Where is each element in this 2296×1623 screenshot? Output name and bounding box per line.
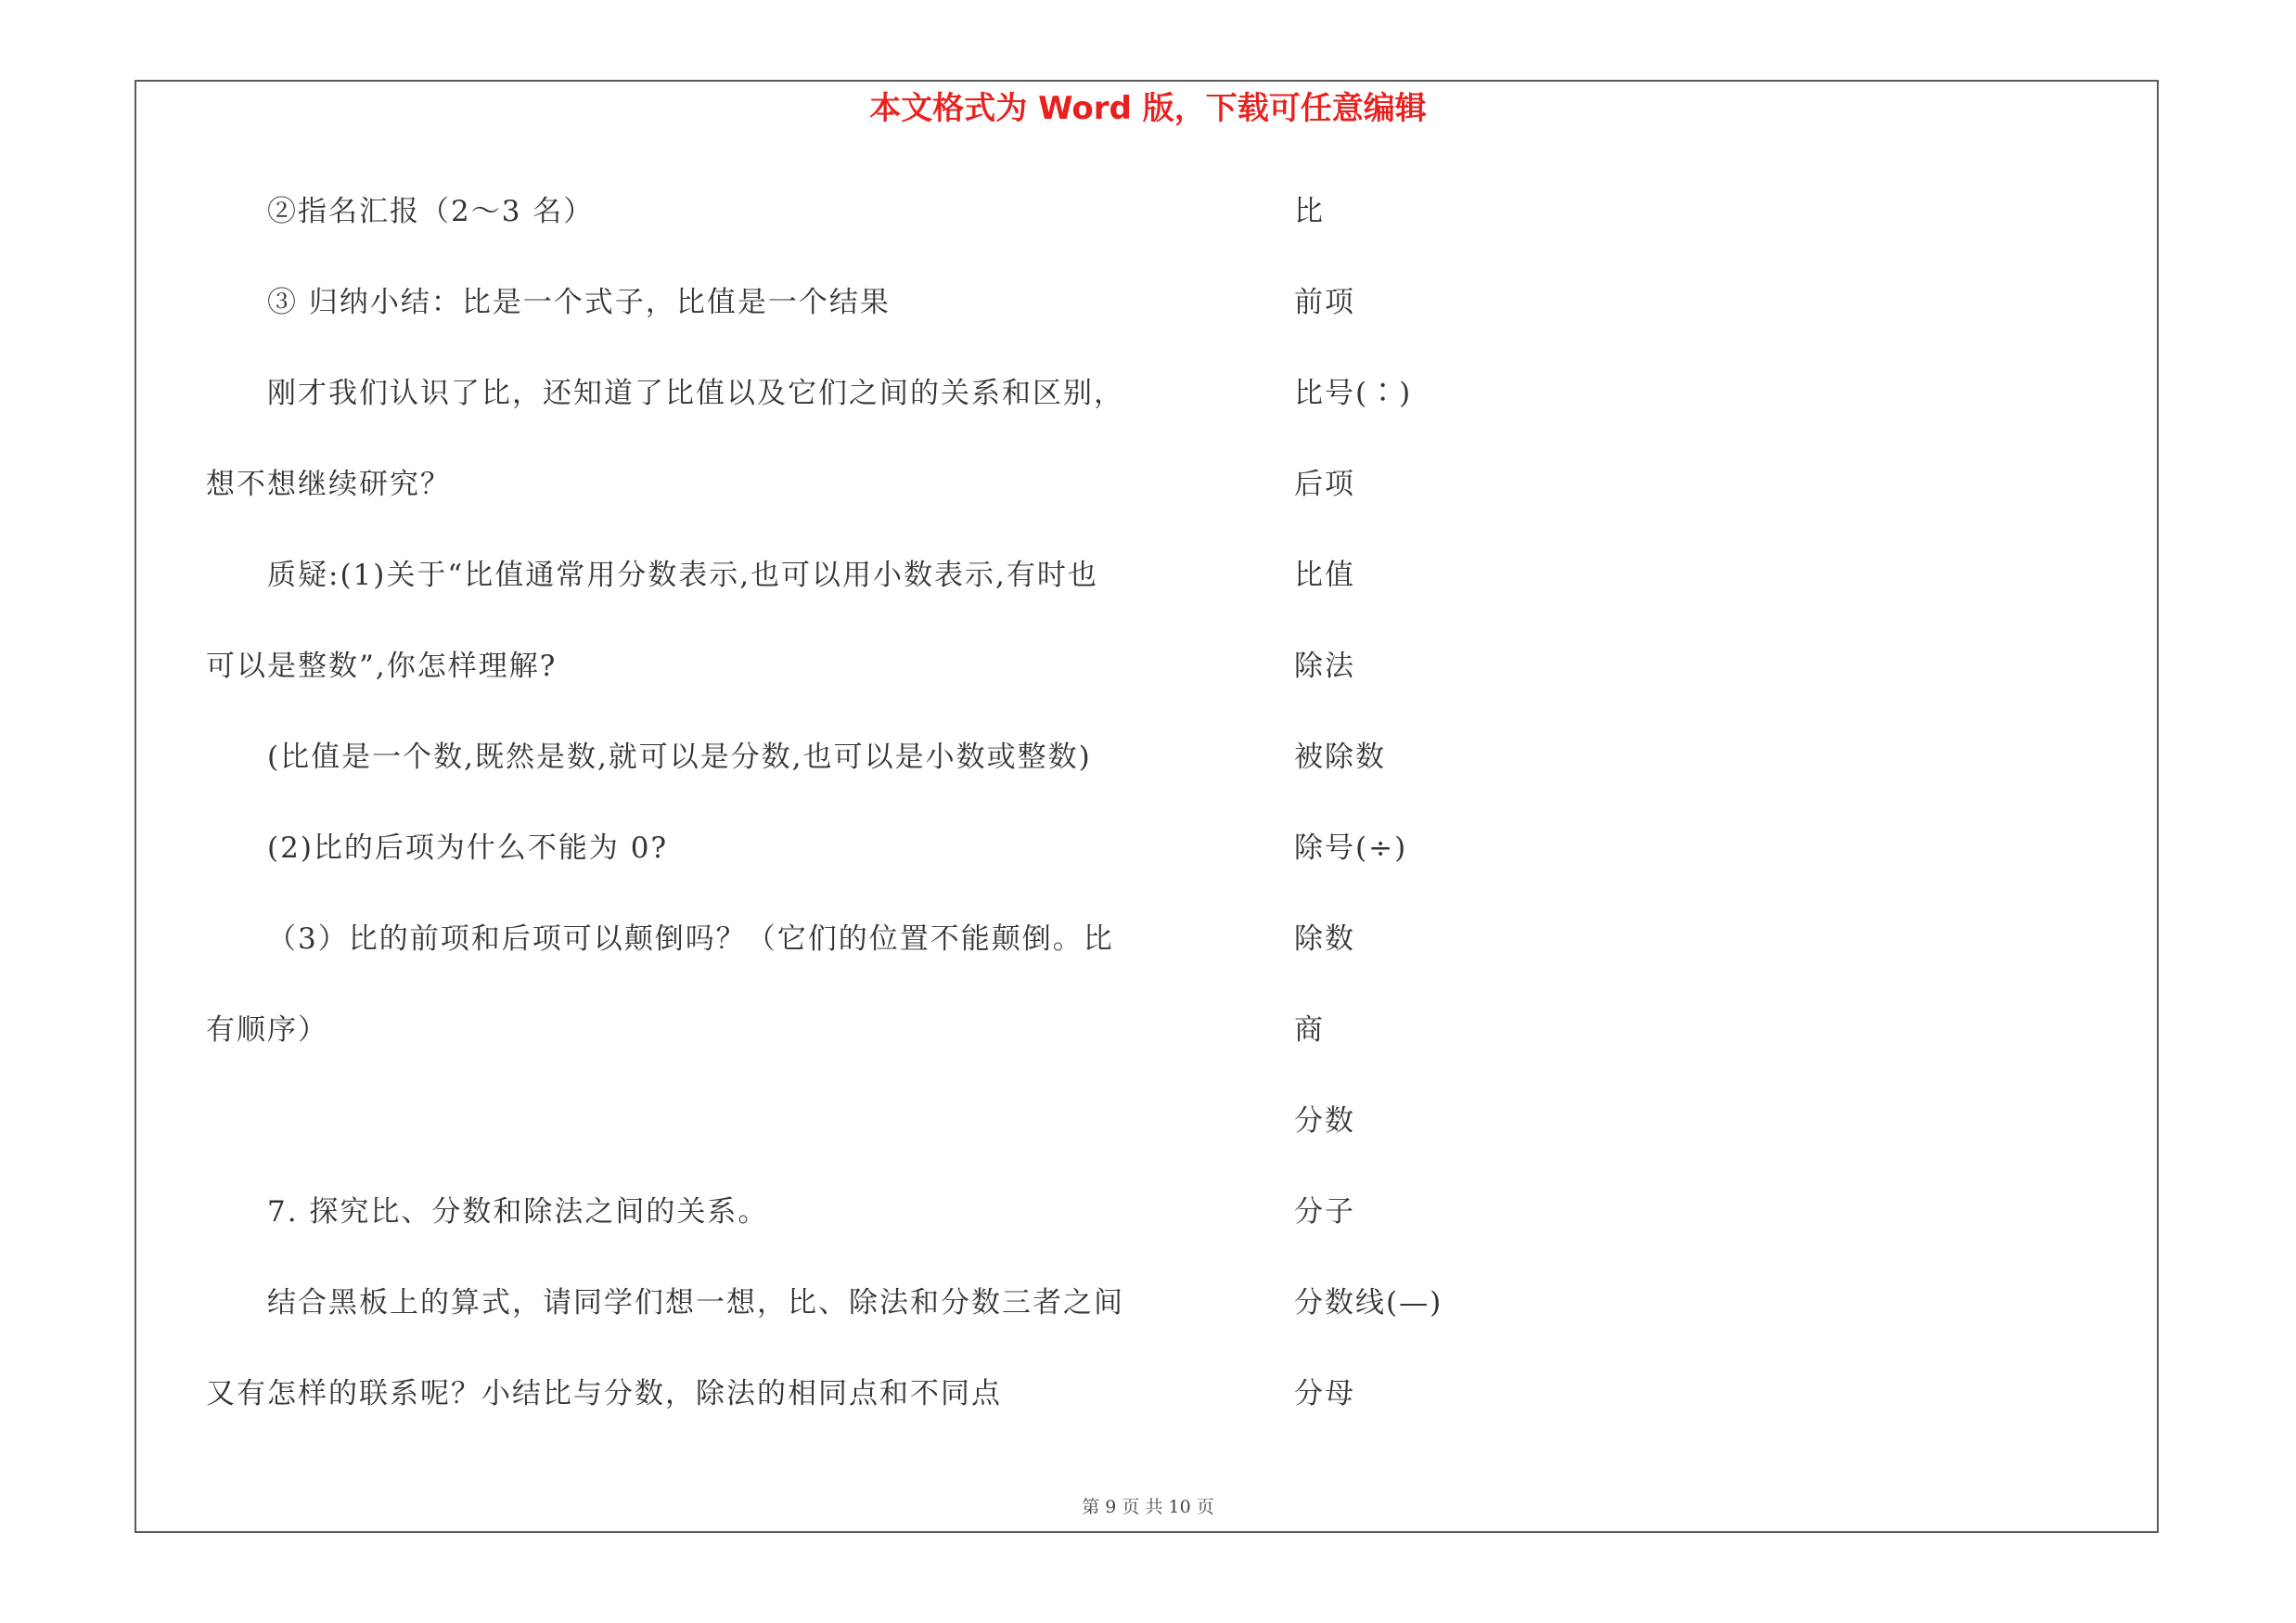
paragraph-line: 有顺序） xyxy=(206,1013,328,1047)
paragraph-line: 质疑:(1)关于“比值通常用分数表示,也可以用小数表示,有时也 xyxy=(267,559,1098,592)
term-item: 比值 xyxy=(1294,559,1355,592)
page-footer: 第 9 页 共 10 页 xyxy=(1082,1497,1214,1517)
term-item: 前项 xyxy=(1294,286,1355,319)
term-item: 后项 xyxy=(1294,468,1355,501)
paragraph-line: 又有怎样的联系呢？小结比与分数，除法的相同点和不同点 xyxy=(206,1377,1002,1410)
term-item: 比号(∶) xyxy=(1294,377,1413,410)
term-item: 分数线(—) xyxy=(1294,1286,1443,1320)
paragraph-line: 7. 探究比、分数和除法之间的关系。 xyxy=(267,1195,769,1229)
paragraph-line: (比值是一个数,既然是数,就可以是分数,也可以是小数或整数) xyxy=(267,741,1092,774)
term-item: 被除数 xyxy=(1294,741,1386,774)
paragraph-line: (2)比的后项为什么不能为 0? xyxy=(267,831,669,865)
paragraph-line: 刚才我们认识了比，还知道了比值以及它们之间的关系和区别， xyxy=(267,377,1124,410)
term-item: 分子 xyxy=(1294,1195,1355,1229)
term-item: 分数 xyxy=(1294,1104,1355,1138)
paragraph-line: 可以是整数”,你怎样理解? xyxy=(206,650,558,683)
term-item: 分母 xyxy=(1294,1377,1355,1410)
watermark-header: 本文格式为 Word 版，下载可任意编辑 xyxy=(869,90,1427,127)
term-item: 商 xyxy=(1294,1013,1325,1047)
term-item: 除法 xyxy=(1294,650,1355,683)
paragraph-line: 想不想继续研究？ xyxy=(206,468,451,501)
paragraph-line: ③ 归纳小结：比是一个式子，比值是一个结果 xyxy=(267,286,891,319)
paragraph-line: （3）比的前项和后项可以颠倒吗？（它们的位置不能颠倒。比 xyxy=(267,922,1114,956)
term-item: 比 xyxy=(1294,195,1325,228)
paragraph-line: ②指名汇报（2～3 名） xyxy=(267,195,595,228)
term-item: 除数 xyxy=(1294,922,1355,956)
term-item: 除号(÷) xyxy=(1294,831,1408,865)
paragraph-line: 结合黑板上的算式，请同学们想一想，比、除法和分数三者之间 xyxy=(267,1286,1124,1320)
